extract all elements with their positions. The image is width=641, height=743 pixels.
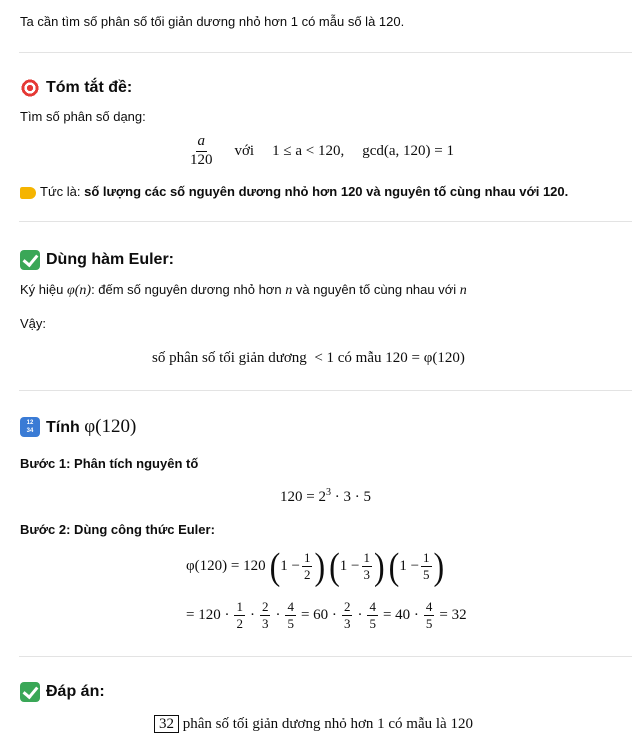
divider: [19, 52, 632, 53]
section-euler-title: Dùng hàm Euler:: [46, 251, 175, 268]
step2-label: Bước 2: Dùng công thức Euler:: [20, 522, 215, 537]
section-summary-heading: [20, 78, 132, 98]
intro-text: Ta cần tìm số phân số tối giản dương nhỏ hơn 1 có mẫu số là 120.: [20, 14, 405, 29]
target-icon: [20, 78, 40, 98]
fraction-1-5: $\frac{1}{5}$: [423, 549, 430, 582]
divider: [19, 221, 632, 222]
section-compute-heading: [20, 416, 136, 438]
fraction-1-2: $\frac{1}{2}$: [303, 549, 311, 582]
euler-formula-line1: φ(120) = 120 ( 1 − $\frac{1}{2}$ ) ( 1 − $\frac{1}{3}$ ) ( 1 − $\frac{1}{5}$ ): [186, 544, 445, 588]
fraction-1-3: $\frac{1}{3}$: [363, 549, 371, 582]
numbers-icon: 12 34: [20, 417, 40, 437]
fraction-2-3: $\frac{2}{3}$: [343, 599, 351, 631]
divider: [19, 390, 632, 391]
section-euler-heading: [20, 250, 174, 270]
factorization: $120 = 2^3 \cdot 3 \cdot 5$: [280, 487, 371, 505]
fraction-4-5: $\frac{4}{5}$: [425, 599, 433, 631]
section-summary-title: Tóm tắt đề:: [46, 79, 133, 96]
check-icon: [20, 682, 40, 702]
fraction-1-2: $\frac{1}{2}$: [236, 599, 243, 631]
condition-gcd: gcd(a, 120) = 1: [362, 142, 454, 159]
section-answer-title: Đáp án:: [46, 683, 105, 700]
check-icon: [20, 250, 40, 270]
fraction-4-5: $\frac{4}{5}$: [369, 599, 376, 631]
euler-definition: Ký hiệu φ(n): đếm số nguyên dương nhỏ hơn n và nguyên tố cùng nhau với n: [20, 282, 467, 298]
pointing-hand-icon: [20, 187, 36, 199]
summary-note: Tức là: số lượng các số nguyên dương nhỏ hơn 120 và nguyên tố cùng nhau với 120.: [20, 184, 568, 199]
divider: [19, 656, 632, 657]
section-answer-heading: [20, 682, 105, 702]
section-compute-title: Tính φ(120): [46, 416, 137, 437]
vay-label: Vậy:: [20, 316, 47, 331]
final-answer: 32 phân số tối giản dương nhỏ hơn 1 có mẫu là 120: [154, 716, 473, 733]
summary-line: Tìm số phân số dạng:: [20, 109, 146, 124]
condition-range: 1 ≤ a < 120,: [272, 142, 345, 159]
summary-equation: [186, 134, 454, 169]
euler-formula-line2: = 120 · $\frac{1}{2}$ · $\frac{2}{3}$ · $\frac{4}{5}$ = 60 · $\frac{2}{3}$ · $\frac{4}{5}$ = 40 · $\frac{4}{5}$ = 32: [186, 599, 467, 631]
answer-box: 32: [154, 715, 179, 733]
euler-equation: số phân số tối giản dương < 1 có mẫu 120 = φ(120): [152, 350, 465, 366]
fraction-4-5: $\frac{4}{5}$: [287, 599, 294, 631]
step1-label: Bước 1: Phân tích nguyên tố: [20, 456, 199, 471]
fraction-a-120: $\frac{a}{120}$: [190, 133, 213, 168]
with-word: với: [234, 142, 255, 159]
fraction-2-3: $\frac{2}{3}$: [261, 599, 269, 631]
